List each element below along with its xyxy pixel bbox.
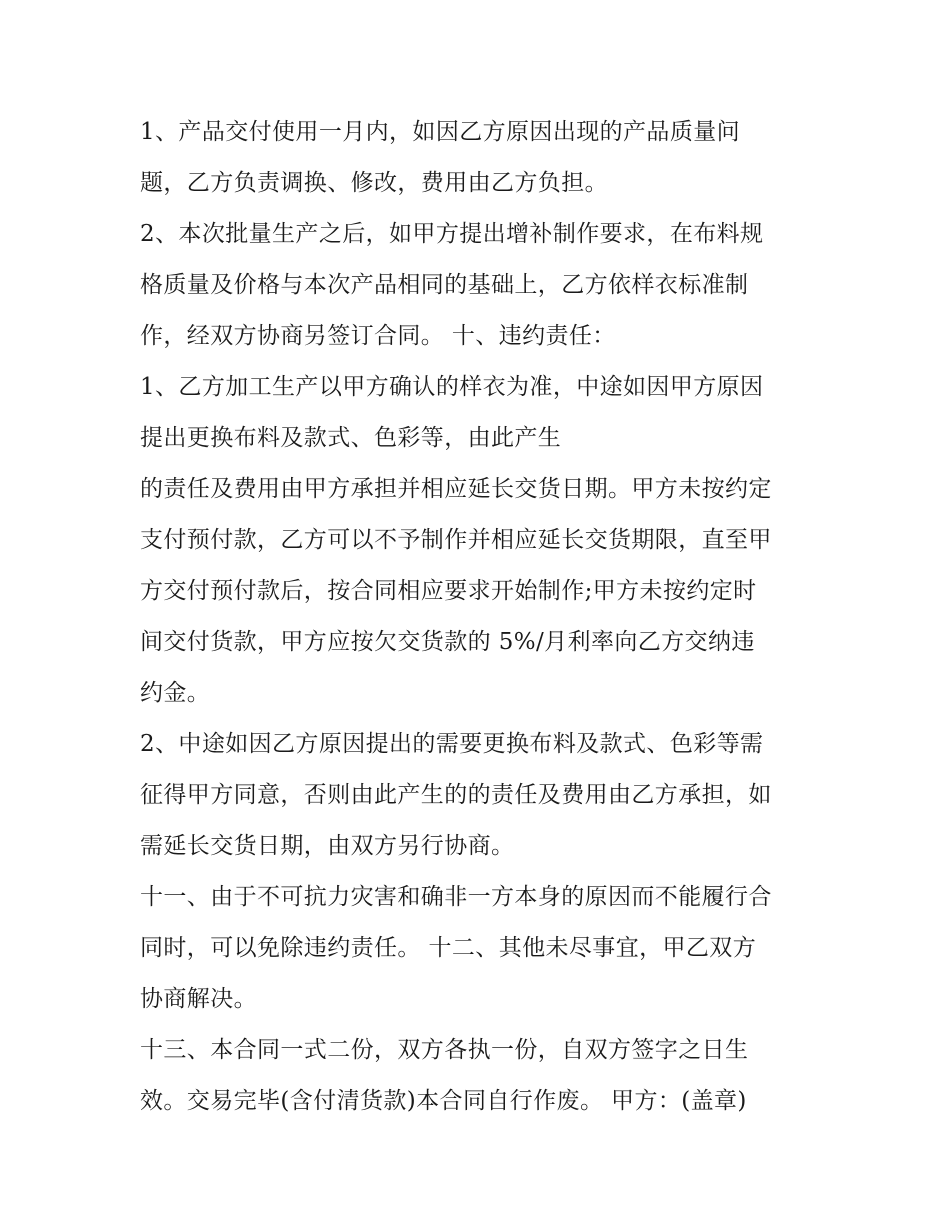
text-line: 协商解决。 <box>140 986 257 1012</box>
paragraph-copies-and-signature <box>140 1025 830 1127</box>
text-line: 题，乙方负责调换、修改，费用由乙方负担。 <box>140 170 608 196</box>
paragraph-warranty <box>140 107 830 209</box>
text-line: 支付预付款，乙方可以不予制作并相应延长交货期限，直至甲 <box>140 527 772 553</box>
text-line: 2、本次批量生产之后，如甲方提出增补制作要求，在布料规 <box>140 221 764 247</box>
text-line: 同时，可以免除违约责任。 十二、其他未尽事宜，甲乙双方 <box>140 935 757 961</box>
text-line: 格质量及价格与本次产品相同的基础上，乙方依样衣标准制 <box>140 272 749 298</box>
document-body <box>140 107 830 1127</box>
paragraph-force-majeure <box>140 872 830 1025</box>
text-line: 效。交易完毕(含付清货款)本合同自行作废。 甲方：(盖章) <box>140 1088 747 1114</box>
text-line: 的责任及费用由甲方承担并相应延长交货日期。甲方未按约定 <box>140 476 772 502</box>
paragraph-party-b-liability <box>140 719 830 872</box>
text-line: 十一、由于不可抗力灾害和确非一方本身的原因而不能履行合 <box>140 884 772 910</box>
text-line: 提出更换布料及款式、色彩等，由此产生 <box>140 425 562 451</box>
text-line: 1、产品交付使用一月内，如因乙方原因出现的产品质量问 <box>140 119 741 145</box>
text-line: 作，经双方协商另签订合同。 十、违约责任： <box>140 323 616 349</box>
text-line: 2、中途如因乙方原因提出的需要更换布料及款式、色彩等需 <box>140 731 764 757</box>
paragraph-party-a-liability <box>140 362 830 719</box>
text-line: 征得甲方同意，否则由此产生的的责任及费用由乙方承担，如 <box>140 782 772 808</box>
text-line: 1、乙方加工生产以甲方确认的样衣为准，中途如因甲方原因 <box>140 374 764 400</box>
text-line: 十三、本合同一式二份，双方各执一份，自双方签字之日生 <box>140 1037 749 1063</box>
text-line: 间交付货款，甲方应按欠交货款的 5%/月利率向乙方交纳违 <box>140 629 755 655</box>
text-line: 约金。 <box>140 680 211 706</box>
paragraph-additional-production <box>140 209 830 362</box>
text-line: 需延长交货日期，由双方另行协商。 <box>140 833 515 859</box>
text-line: 方交付预付款后，按合同相应要求开始制作;甲方未按约定时 <box>140 578 757 604</box>
